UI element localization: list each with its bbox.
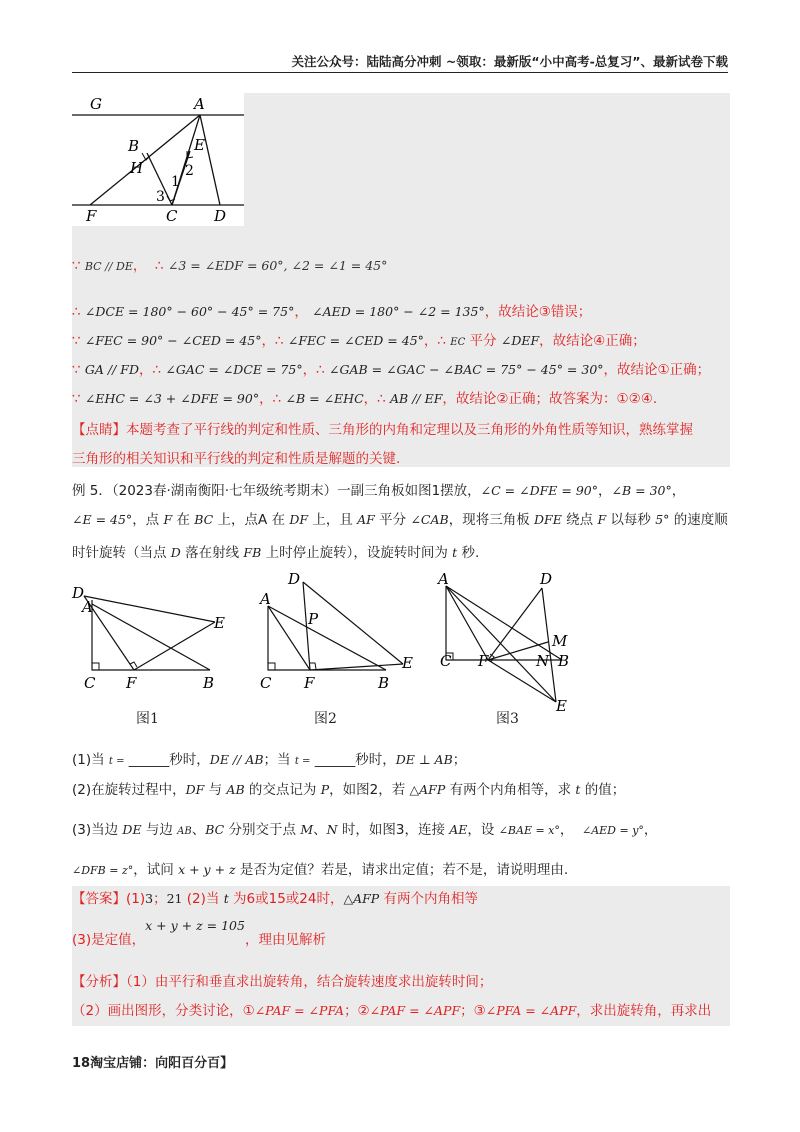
fig3-label: D — [540, 570, 553, 588]
math-expr: BC — [205, 822, 225, 837]
question-3-cont — [72, 860, 732, 881]
math-expr: t = — [294, 756, 311, 767]
text: 、 — [191, 822, 206, 838]
text: (2)当 — [182, 891, 224, 907]
fig3-label: N — [536, 652, 550, 670]
math-expr: DE — [122, 822, 142, 837]
fig2-label: C — [260, 674, 272, 692]
comment-line-2: 三角形的相关知识和平行线的判定和性质是解题的关键. — [72, 451, 401, 467]
text: 有两个内角相等，求 — [445, 782, 576, 798]
math-expr: FB — [243, 545, 262, 560]
because-symbol: ∵ — [72, 333, 81, 349]
figure-2 — [258, 568, 418, 692]
text: 绕点 — [561, 512, 598, 528]
math-expr: AB — [177, 826, 192, 837]
math-expr: ∠GAB = ∠GAC − ∠BAC = 75° − 45° = 30° — [328, 362, 604, 377]
math-expr: ∠DFB = z° — [72, 864, 134, 877]
punct: ，∴ — [302, 362, 325, 378]
fig3-label: B — [558, 652, 570, 670]
text: ，求出旋转角，再求出 — [576, 1003, 712, 1019]
parallel-lines-figure — [72, 93, 244, 226]
text: 在 — [172, 512, 195, 528]
math-expr: AB — [226, 782, 245, 797]
therefore-symbol: ∴ — [72, 304, 81, 320]
fig3-label: F — [478, 652, 489, 670]
math-expr: ∠E = 45° — [72, 512, 133, 527]
math-expr: △AFP — [343, 891, 380, 906]
answer-value: 3 — [145, 891, 154, 906]
text: ，试问 — [133, 862, 179, 878]
fig2-label: B — [378, 674, 390, 692]
fig0-label: F — [86, 207, 97, 225]
text: ，设 — [467, 822, 499, 838]
fig0-label: C — [166, 207, 178, 225]
text: 上，且 — [308, 512, 358, 528]
text: 时针旋转（当点 — [72, 545, 171, 561]
punct: ， — [671, 483, 686, 499]
text: ， — [643, 822, 658, 838]
header-rule — [72, 72, 728, 73]
text: ；③ — [460, 1003, 486, 1019]
therefore-symbol: ∴ — [154, 258, 164, 274]
text: ______秒时， — [310, 752, 396, 768]
fig2-label: F — [304, 674, 315, 692]
punct: ； — [153, 891, 167, 907]
example-line-2 — [72, 510, 732, 530]
math-expr: ∠PAF = ∠PFA — [254, 1003, 345, 1018]
fig0-label: B — [128, 137, 140, 155]
math-expr: AB // EF — [390, 391, 443, 406]
math-expr: ∠AED = 180° − ∠2 = 135° — [312, 304, 485, 319]
math-expr: t — [223, 891, 229, 906]
text: 与边 — [141, 822, 178, 838]
page-footer — [72, 1052, 233, 1071]
math-expr: t — [575, 782, 581, 797]
text: (1)当 — [72, 752, 109, 768]
math-expr: ∠PAF = ∠APF — [369, 1003, 461, 1018]
punct: ， — [132, 258, 147, 274]
fig3-label: C — [440, 652, 452, 670]
text: 平分 — [374, 512, 411, 528]
punct: ，∴ — [423, 333, 446, 349]
fig3-label: M — [552, 632, 568, 650]
math-expr: ∠C = ∠DFE = 90° — [480, 483, 598, 498]
text: ， — [559, 822, 574, 838]
math-expr: ∠B = ∠EHC — [285, 391, 364, 406]
text: ；② — [344, 1003, 370, 1019]
fig0-label: G — [90, 95, 102, 113]
because-symbol: ∵ — [72, 362, 81, 378]
text: 秒. — [457, 545, 480, 561]
punct: ，∴ — [138, 362, 162, 378]
fig0-label: E — [194, 136, 205, 154]
math-expr: ∠FEC = ∠CED = 45° — [287, 333, 424, 348]
fig1-label: E — [214, 614, 225, 632]
text: 是否为定值？若是，请求出定值；若不是，请说明理由. — [235, 862, 569, 878]
figure-3 — [430, 566, 590, 716]
math-expr: AE — [449, 822, 468, 837]
math-expr: ∠B = 30° — [611, 483, 672, 498]
punct: ，∴ — [261, 333, 284, 349]
text: (2)在旋转过程中， — [72, 782, 186, 798]
fig0-label: D — [214, 207, 227, 225]
text: 时，如图3，连接 — [337, 822, 450, 838]
fig2-label: D — [288, 570, 301, 588]
math-expr: F — [163, 512, 173, 527]
because-symbol: ∵ — [72, 391, 81, 407]
math-expr: ∠EHC = ∠3 + ∠DFE = 90° — [84, 391, 260, 406]
page-header: 关注公众号：陆陆高分冲刺 ~领取：最新版“小中高考-总复习”、最新试卷下载 — [291, 54, 728, 69]
math-expr: ∠BAE = x° — [498, 824, 560, 837]
question-2 — [72, 780, 732, 800]
footer-text: 淘宝店铺：向阳百分百】 — [90, 1056, 234, 1071]
text: 例 5．（2023春·湖南衡阳·七年级统考期末）一副三角板如图1摆放， — [72, 483, 481, 499]
math-expr: AF — [357, 512, 375, 527]
text: 平分 — [465, 333, 501, 349]
figure-1 — [70, 582, 230, 692]
answer-label: 【答案】(1) — [72, 891, 146, 907]
math-expr: D — [170, 545, 181, 560]
example-line-1 — [72, 481, 732, 501]
solution-line-2 — [72, 302, 732, 322]
text: ______秒时， — [124, 752, 210, 768]
page-number: 18 — [72, 1056, 91, 1071]
text: ； — [452, 752, 467, 768]
fig0-label: A — [194, 95, 205, 113]
answer-line-2 — [72, 918, 732, 950]
text: ，如图2，若 — [329, 782, 410, 798]
conclusion-text: ，故结论①正确； — [603, 362, 711, 378]
math-expr: x + y + z — [178, 862, 236, 877]
punct: ，∴ — [363, 391, 386, 407]
text: (3)是定值， — [72, 932, 146, 948]
math-expr: BC — [194, 512, 214, 527]
punct: ，∴ — [259, 391, 282, 407]
text: 的交点记为 — [244, 782, 321, 798]
text: 有两个内角相等 — [379, 891, 479, 907]
math-expr: DF — [289, 512, 309, 527]
fig2-label: E — [402, 654, 413, 672]
conclusion-text: ，故结论④正确； — [539, 333, 646, 349]
text: 分别交于点 — [224, 822, 301, 838]
solution-line-3 — [72, 331, 732, 353]
fig3-label: A — [438, 570, 449, 588]
math-expr: 5° — [655, 512, 670, 527]
math-expr: ∠3 = ∠EDF = 60°, ∠2 = ∠1 = 45° — [167, 258, 388, 273]
fig1-label: C — [84, 674, 96, 692]
analysis-line-1: 【分析】（1）由平行和垂直求出旋转角，结合旋转速度求出旋转时间； — [72, 974, 493, 990]
math-expr: t = — [108, 756, 125, 767]
math-expr: DFE — [534, 512, 562, 527]
fig0-label: H — [130, 159, 144, 177]
math-expr: EC — [450, 337, 466, 348]
math-expr: GA // FD — [84, 362, 139, 377]
fig1-label: B — [203, 674, 215, 692]
fig0-label: 1 — [171, 174, 180, 190]
text: ，理由见解析 — [244, 932, 326, 948]
text: 与 — [204, 782, 227, 798]
punct: ， — [598, 483, 612, 499]
answer-line-1 — [72, 889, 732, 909]
fig0-label: 2 — [185, 163, 194, 179]
math-expr: △AFP — [409, 782, 446, 797]
math-expr: M — [300, 822, 314, 837]
math-expr: ∠GAC = ∠DCE = 75° — [165, 362, 303, 377]
fig0-label: 3 — [156, 189, 165, 205]
math-expr: F — [597, 512, 607, 527]
math-expr: DE // AB — [209, 752, 264, 767]
text: ；当 — [263, 752, 295, 768]
text: (3)当边 — [72, 822, 123, 838]
fig2-label: P — [308, 610, 319, 628]
fig1-label: D — [72, 584, 85, 602]
math-expr: BC // DE — [84, 260, 133, 273]
text: 上时停止旋转），设旋转时间为 — [261, 545, 453, 561]
math-expr: ∠FEC = 90° − ∠CED = 45° — [84, 333, 262, 348]
text: ，现将三角板 — [448, 512, 535, 528]
math-expr: DF — [185, 782, 205, 797]
fig1-label: A — [82, 598, 93, 616]
text: 为6或15或24时， — [228, 891, 344, 907]
solution-line-1 — [72, 256, 732, 277]
figure-3-caption: 图3 — [496, 711, 519, 727]
figure-2-caption: 图2 — [314, 711, 337, 727]
math-expr: DE ⊥ AB — [395, 752, 453, 767]
math-expr: ∠AED = y° — [581, 824, 644, 837]
math-expr: ∠CAB — [410, 512, 449, 527]
fig2-label: A — [260, 590, 271, 608]
text: （2）画出图形，分类讨论，① — [72, 1003, 255, 1019]
text: 、 — [313, 822, 327, 838]
fig1-label: F — [126, 674, 137, 692]
punct: ， — [294, 304, 308, 320]
question-3 — [72, 820, 732, 842]
solution-line-4 — [72, 360, 732, 380]
math-expr: t — [452, 545, 458, 560]
conclusion-text: ，故结论③错误； — [484, 304, 592, 320]
math-expr: N — [326, 822, 338, 837]
text: 的值； — [580, 782, 626, 798]
math-expr: P — [320, 782, 330, 797]
text: 的速度顺 — [669, 512, 728, 528]
text: 上，点A 在 — [213, 512, 290, 528]
math-expr: x + y + z = 105 — [145, 918, 245, 933]
math-expr: ∠DCE = 180° − 60° − 45° = 75° — [84, 304, 295, 319]
text: ，点 — [132, 512, 164, 528]
question-1 — [72, 750, 732, 772]
conclusion-text: ，故结论②正确；故答案为：①②④. — [442, 391, 658, 407]
solution-line-5 — [72, 389, 732, 409]
math-expr: ∠DEF — [500, 333, 540, 348]
analysis-line-2 — [72, 1001, 732, 1021]
figure-1-caption: 图1 — [136, 711, 159, 727]
answer-value: 21 — [166, 891, 183, 906]
because-symbol: ∵ — [72, 258, 81, 274]
fig3-label: E — [556, 697, 567, 715]
text: 以每秒 — [606, 512, 656, 528]
example-line-3 — [72, 543, 732, 563]
text: 落在射线 — [180, 545, 244, 561]
comment-line-1: 【点睛】本题考查了平行线的判定和性质、三角形的内角和定理以及三角形的外角性质等知识，熟练掌握 — [72, 422, 693, 438]
math-expr: ∠PFA = ∠APF — [485, 1003, 577, 1018]
